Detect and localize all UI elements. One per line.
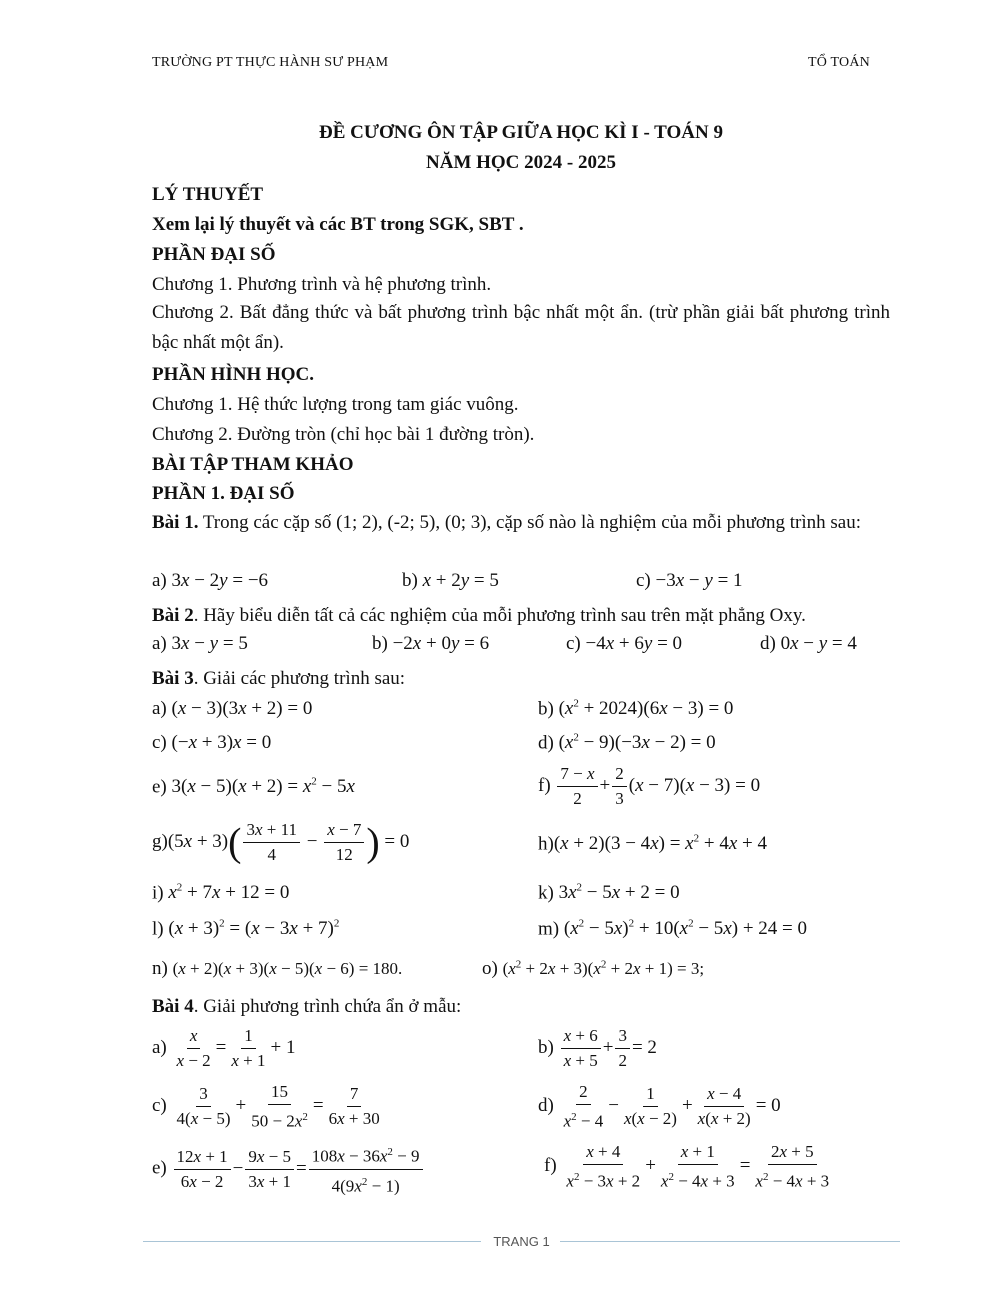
bai2-d: d) 0x − y = 4 [760, 633, 857, 654]
bai2-label: Bài 2 [152, 605, 194, 626]
bai3-prompt [152, 666, 890, 692]
bai4-label: Bài 4 [152, 996, 194, 1017]
algebra-chapter-1: Chương 1. Phương trình và hệ phương trình. [152, 274, 492, 295]
label-d: d) [538, 1095, 554, 1117]
label-e: e) [152, 1157, 167, 1179]
label-g: g) [152, 830, 168, 852]
bai3-b: b) $(x^2 + 2024)(6x - 3) = 0$ [538, 698, 734, 720]
label-b: b) [372, 633, 388, 654]
label-c: c) [152, 732, 167, 753]
label-c: c) [152, 1095, 167, 1117]
bai2-b: b) −2x + 0y = 6 [372, 633, 490, 654]
label-b: b) [538, 698, 554, 720]
label-a: a) [152, 698, 167, 719]
label-l: l) [152, 918, 164, 940]
bai2-text: . Hãy biểu diễn tất cả các nghiệm của mỗi phương trình sau trên mặt phẳng Oxy. [193, 605, 806, 626]
page-number: TRANG 1 [493, 1234, 550, 1249]
label-d: d) [538, 732, 554, 754]
bai3-o: o) $(x^2 + 2x + 3)(x^2 + 2x + 1) = 3$; [482, 958, 705, 979]
doc-subtitle: NĂM HỌC 2024 - 2025 [426, 152, 616, 173]
label-a: a) [152, 1036, 167, 1058]
bai3-e: e) $3(x - 5)(x + 2) = x^2 - 5x$ [152, 776, 355, 798]
bai4-c: c) $\frac{3}{4(x - 5)}$ + $\frac{15}{50 - 2x^2}$ = $\frac{7}{6x + 30}$ [152, 1082, 380, 1131]
bai4-e: e) $\frac{12x + 1}{6x - 2}$ − $\frac{9x - 5}{3x + 1}$ = $\frac{108x - 36x^2 - 9}{4(9x^2 - 1)}$ [152, 1142, 425, 1196]
geometry-chapter-2: Chương 2. Đường tròn (chỉ học bài 1 đường tròn). [152, 424, 535, 445]
algebra-heading: PHẦN ĐẠI SỐ [152, 244, 276, 265]
bai3-a: a) (x − 3)(3x + 2) = 0 [152, 698, 313, 719]
bai3-c: c) (−x + 3)x = 0 [152, 732, 272, 753]
bai4-a: a) $\frac{x}{x - 2}$ = $\frac{1}{x + 1}$ + 1 [152, 1026, 296, 1070]
bai4-d: d) $\frac{2}{x^2 - 4}$ − $\frac{1}{x(x - 2)}$ + $\frac{x - 4}{x(x + 2)}$ = 0 [538, 1082, 781, 1131]
bai3-h: $h)(x + 2)(3 - 4x) = x^2 + 4x + 4$ [538, 833, 767, 855]
bai3-g: g)(5x + 3)( $\frac{3x + 11}{4}$ − $\frac{x - 7}{12}$ ) = 0 [152, 819, 410, 865]
bai3-k: k) $3x^2 - 5x + 2 = 0$ [538, 882, 680, 904]
bai4-b: b) $\frac{x + 6}{x + 5}$ + $\frac{3}{2}$ = 2 [538, 1026, 657, 1070]
bai2-prompt [152, 603, 890, 629]
bai3-i: i) $x^2 + 7x + 12 = 0$ [152, 882, 290, 904]
bai3-f: f) $\frac{7 - x}{2}$ + $\frac{2}{3}$ (x − 7)(x − 3) = 0 [538, 764, 761, 808]
page-footer [143, 1234, 900, 1250]
label-c: c) [566, 633, 581, 654]
review-note: Xem lại lý thuyết và các BT trong SGK, SBT . [152, 214, 524, 235]
label-n: n) [152, 958, 168, 979]
label-h: h) [538, 833, 554, 855]
bai1-b: b) x + 2y = 5 [402, 570, 499, 591]
bai4-prompt [152, 994, 890, 1020]
geometry-heading: PHẦN HÌNH HỌC. [152, 364, 315, 385]
theory-heading: LÝ THUYẾT [152, 184, 264, 205]
bai2-c: c) −4x + 6y = 0 [566, 633, 683, 654]
label-d: d) [760, 633, 776, 654]
label-i: i) [152, 882, 164, 904]
bai3-label: Bài 3 [152, 668, 194, 689]
exercises-heading: BÀI TẬP THAM KHẢO [152, 454, 354, 475]
label-e: e) [152, 776, 167, 798]
bai4-f: f) $\frac{x + 4}{x^2 - 3x + 2}$ + $\frac{x + 1}{x^2 - 4x + 3}$ = $\frac{2x + 5}{x^2 - 4x + 3}$ [544, 1142, 830, 1191]
bai1-label: Bài 1. [152, 512, 199, 533]
label-k: k) [538, 882, 554, 904]
department-name: TỔ TOÁN [808, 55, 870, 70]
bai2-a: a) 3x − y = 5 [152, 633, 248, 654]
bai1-prompt [152, 508, 890, 538]
geometry-chapter-1: Chương 1. Hệ thức lượng trong tam giác vuông. [152, 394, 519, 415]
bai3-n: n) (x + 2)(x + 3)(x − 5)(x − 6) = 180. [152, 958, 403, 979]
bai4-text: . Giải phương trình chứa ẩn ở mẫu: [193, 996, 462, 1017]
label-b: b) [538, 1036, 554, 1058]
bai1-a: a) 3x − 2y = −6 [152, 570, 269, 591]
label-f: f) [544, 1155, 557, 1177]
bai3-d: d) $(x^2 - 9)(-3x - 2) = 0$ [538, 732, 716, 754]
algebra-chapter-2: Chương 2. Bất đẳng thức và bất phương trình bậc nhất một ẩn. (trừ phần giải bất phương trình bậc nhất một ẩn). [152, 302, 890, 353]
bai3-m: m) $(x^2 - 5x)^2 + 10(x^2 - 5x) + 24 = 0$ [538, 918, 808, 940]
label-a: a) [152, 570, 167, 591]
label-b: b) [402, 570, 418, 591]
bai1-text: Trong các cặp số (1; 2), (-2; 5), (0; 3), cặp số nào là nghiệm của mỗi phương trình sau: [198, 512, 861, 533]
doc-title: ĐỀ CƯƠNG ÔN TẬP GIỮA HỌC KÌ I - TOÁN 9 [319, 122, 723, 143]
school-name: TRƯỜNG PT THỰC HÀNH SƯ PHẠM [152, 55, 389, 70]
bai1-c: c) −3x − y = 1 [636, 570, 743, 591]
bai3-text: . Giải các phương trình sau: [193, 668, 406, 689]
bai3-l: l) $(x + 3)^2 = (x - 3x + 7)^2$ [152, 918, 340, 940]
label-f: f) [538, 774, 551, 796]
part1-heading: PHẦN 1. ĐẠI SỐ [152, 483, 295, 504]
label-c: c) [636, 570, 651, 591]
label-a: a) [152, 633, 167, 654]
label-m: m) [538, 918, 560, 940]
label-o: o) [482, 958, 498, 979]
